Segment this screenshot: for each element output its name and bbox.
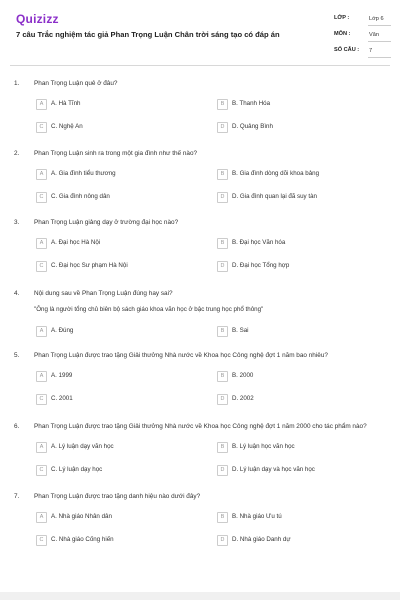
- option-text: A. Nhà giáo Nhân dân: [51, 513, 112, 520]
- option-text: C. 2001: [51, 395, 73, 402]
- meta-label-subject: MÔN :: [334, 31, 351, 37]
- option-text: B. Thanh Hóa: [232, 100, 271, 107]
- option-letter-box: D: [217, 394, 228, 405]
- option-letter-box: B: [217, 238, 228, 249]
- meta-panel: [334, 13, 392, 61]
- option-text: A. Gia đình tiểu thương: [51, 170, 116, 177]
- option-letter-box: D: [217, 535, 228, 546]
- question-text: Phan Trọng Luận quê ở đâu?: [34, 80, 118, 87]
- option-letter-box: B: [217, 512, 228, 523]
- option-text: B. Gia đình dòng dõi khoa bảng: [232, 170, 320, 177]
- page-bottom-edge: [0, 592, 400, 600]
- option-letter-box: C: [36, 261, 47, 272]
- option-text: C. Đại học Sư phạm Hà Nội: [51, 262, 128, 269]
- quizizz-logo: Quizizz: [16, 12, 59, 26]
- question-text: Phan Trọng Luận sinh ra trong một gia đình như thế nào?: [34, 150, 198, 157]
- option-letter-box: C: [36, 465, 47, 476]
- option-text: D. Nhà giáo Danh dự: [232, 536, 291, 543]
- option-text: C. Gia đình nông dân: [51, 193, 110, 200]
- meta-label-grade: LỚP :: [334, 15, 350, 21]
- option-letter-box: D: [217, 261, 228, 272]
- header-divider: [10, 65, 390, 66]
- option-text: A. Hà Tĩnh: [51, 100, 81, 107]
- option-text: C. Nhà giáo Cống hiến: [51, 536, 114, 543]
- option-letter-box: A: [36, 371, 47, 382]
- option-text: D. Đại học Tổng hợp: [232, 262, 290, 269]
- question-text: Phan Trọng Luận được trao tặng Giải thưởng Nhà nước về Khoa học Công nghệ đợt 1 năm 2000 cho tác phẩm nào?: [34, 423, 367, 430]
- option-text: B. Sai: [232, 327, 249, 334]
- option-text: D. Gia đình quan lại đã suy tàn: [232, 193, 317, 200]
- option-text: D. Quảng Bình: [232, 123, 273, 130]
- question-number: 5.: [14, 352, 20, 359]
- meta-value-question-count: 7: [368, 45, 391, 58]
- option-text: A. Đúng: [51, 327, 74, 334]
- meta-row-question-count: [334, 45, 392, 61]
- question-number: 1.: [14, 80, 20, 87]
- option-letter-box: B: [217, 371, 228, 382]
- question-text: Phan Trọng Luận giảng dạy ở trường đại học nào?: [34, 219, 179, 226]
- option-text: C. Lý luận dạy học: [51, 466, 103, 473]
- option-letter-box: C: [36, 122, 47, 133]
- question-number: 4.: [14, 290, 20, 297]
- option-letter-box: A: [36, 442, 47, 453]
- meta-row-subject: [334, 29, 392, 45]
- meta-row-grade: [334, 13, 392, 29]
- question-text: Phan Trọng Luận được trao tặng danh hiệu nào dưới đây?: [34, 493, 201, 500]
- question-text: Nội dung sau về Phan Trọng Luận đúng hay sai?: [34, 290, 173, 297]
- question-text: Phan Trọng Luận được trao tặng Giải thưởng Nhà nước về Khoa học Công nghệ đợt 1 năm bao nhiêu?: [34, 352, 328, 359]
- question-quote: "Ông là người tổng chủ biên bộ sách giáo khoa văn học ở bậc trung học phổ thông": [34, 306, 264, 313]
- question-number: 3.: [14, 219, 20, 226]
- option-text: A. 1999: [51, 372, 73, 379]
- meta-label-question-count: SỐ CÂU :: [334, 47, 360, 53]
- meta-value-subject: Văn: [368, 29, 391, 42]
- option-text: D. Lý luận dạy và học văn học: [232, 466, 315, 473]
- option-letter-box: A: [36, 169, 47, 180]
- option-letter-box: C: [36, 535, 47, 546]
- option-text: B. Nhà giáo Ưu tú: [232, 513, 282, 520]
- option-letter-box: B: [217, 99, 228, 110]
- option-text: B. 2000: [232, 372, 254, 379]
- option-letter-box: A: [36, 238, 47, 249]
- option-letter-box: A: [36, 512, 47, 523]
- option-letter-box: A: [36, 99, 47, 110]
- option-letter-box: D: [217, 122, 228, 133]
- option-letter-box: B: [217, 169, 228, 180]
- option-text: D. 2002: [232, 395, 254, 402]
- question-number: 7.: [14, 493, 20, 500]
- option-letter-box: C: [36, 394, 47, 405]
- meta-value-grade: Lớp 6: [368, 13, 391, 26]
- option-letter-box: B: [217, 326, 228, 337]
- question-number: 2.: [14, 150, 20, 157]
- option-text: A. Đại học Hà Nội: [51, 239, 101, 246]
- option-text: A. Lý luận dạy văn học: [51, 443, 114, 450]
- option-text: C. Nghệ An: [51, 123, 83, 130]
- question-number: 6.: [14, 423, 20, 430]
- option-letter-box: C: [36, 192, 47, 203]
- option-text: B. Lý luận học văn học: [232, 443, 295, 450]
- option-letter-box: B: [217, 442, 228, 453]
- worksheet-title: 7 câu Trắc nghiệm tác giả Phan Trọng Luận Chân trời sáng tạo có đáp án: [16, 30, 280, 39]
- option-letter-box: D: [217, 465, 228, 476]
- option-letter-box: D: [217, 192, 228, 203]
- option-text: B. Đại học Văn hóa: [232, 239, 286, 246]
- option-letter-box: A: [36, 326, 47, 337]
